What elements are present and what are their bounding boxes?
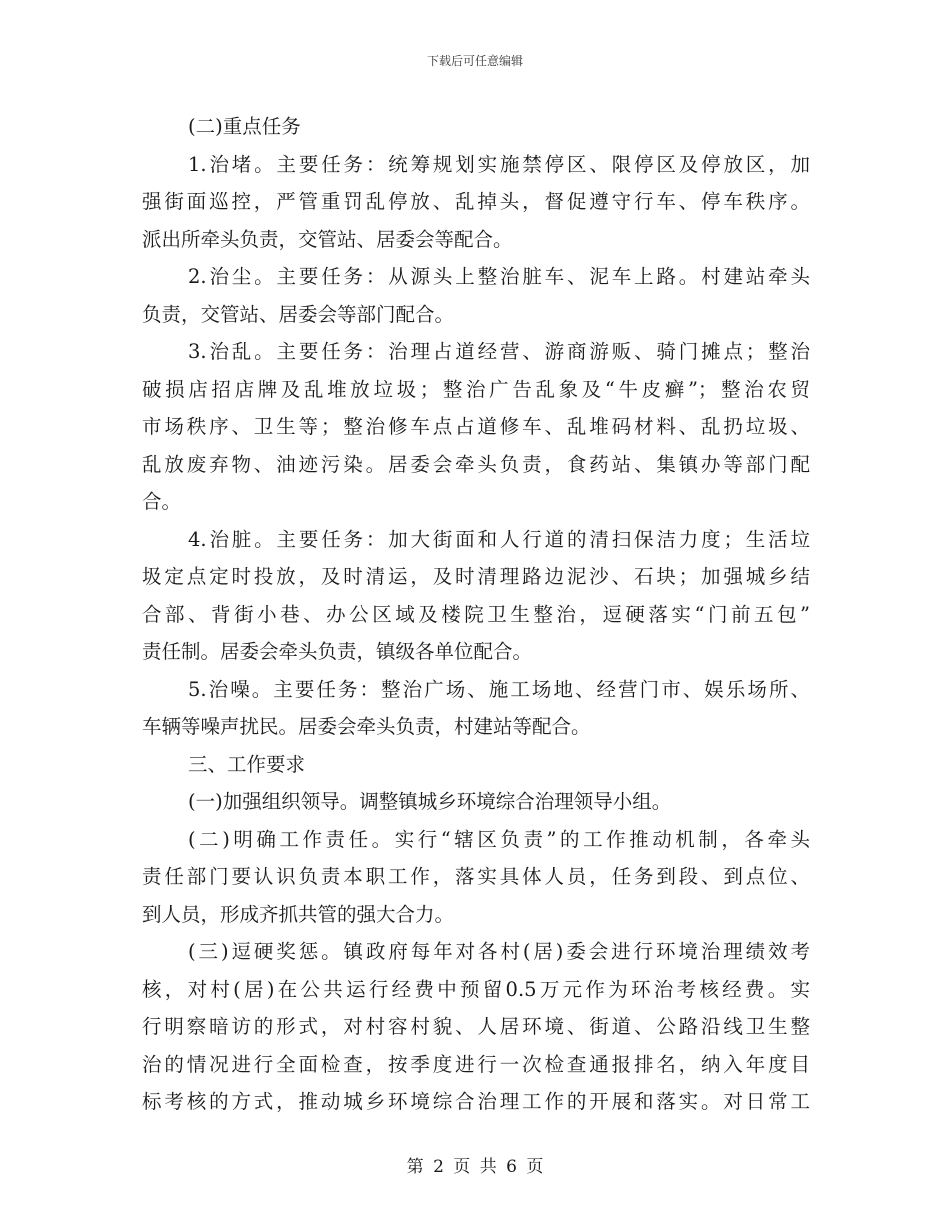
paragraph-line: 4.治脏。主要任务：加大街面和人行道的清扫保洁力度；生活垃	[188, 527, 810, 551]
section-heading-key-tasks: (二)重点任务	[188, 115, 301, 138]
paragraph-line: (三)逗硬奖惩。镇政府每年对各村(居)委会进行环境治理绩效考	[188, 940, 810, 963]
paragraph-line: 核，对村(居)在公共运行经费中预留0.5万元作为环治考核经费。实	[142, 977, 810, 1001]
page-header-note: 下载后可任意编辑	[426, 54, 523, 68]
page-number-footer: 第 2 页 共 6 页	[406, 1157, 544, 1177]
paragraph-line: 乱放废弃物、油迹污染。居委会牵头负责，食药站、集镇办等部门配	[142, 452, 810, 476]
paragraph-line: 责任制。居委会牵头负责，镇级各单位配合。	[142, 640, 533, 663]
paragraph-line: 破损店招店牌及乱堆放垃圾；整治广告乱象及“牛皮癣”；整治农贸	[142, 377, 810, 401]
section-heading-work-requirements: 三、工作要求	[188, 752, 306, 776]
paragraph-line: 1.治堵。主要任务：统筹规划实施禁停区、限停区及停放区，加	[188, 152, 810, 176]
paragraph-line: 合部、背街小巷、办公区域及楼院卫生整治，逗硬落实“门前五包”	[142, 602, 810, 626]
paragraph-line: 责任部门要认识负责本职工作，落实具体人员，任务到段、到点位、	[142, 865, 810, 888]
paragraph-line: 负责，交管站、居委会等部门配合。	[142, 302, 455, 326]
document-body	[142, 108, 810, 1121]
paragraph-line: 2.治尘。主要任务：从源头上整治脏车、泥车上路。村建站牵头	[188, 265, 810, 288]
paragraph-line: 到人员，形成齐抓共管的强大合力。	[142, 902, 455, 926]
paragraph-line: 市场秩序、卫生等；整治修车点占道修车、乱堆码材料、乱扔垃圾、	[142, 415, 810, 438]
paragraph-line: 车辆等噪声扰民。居委会牵头负责，村建站等配合。	[142, 715, 591, 738]
paragraph-line: 3.治乱。主要任务：治理占道经营、游商游贩、骑门摊点；整治	[188, 340, 810, 363]
paragraph-line: 治的情况进行全面检查，按季度进行一次检查通报排名，纳入年度目	[142, 1052, 810, 1076]
paragraph-line: 圾定点定时投放，及时清运，及时清理路边泥沙、石块；加强城乡结	[142, 565, 810, 588]
paragraph-line: (一)加强组织领导。调整镇城乡环境综合治理领导小组。	[188, 790, 672, 813]
paragraph-line: 5.治噪。主要任务：整治广场、施工场地、经营门市、娱乐场所、	[188, 677, 810, 701]
paragraph-line: 强街面巡控，严管重罚乱停放、乱掉头，督促遵守行车、停车秩序。	[142, 190, 810, 213]
paragraph-line: 合。	[142, 490, 182, 513]
paragraph-line: 标考核的方式，推动城乡环境综合治理工作的开展和落实。对日常工	[142, 1090, 810, 1113]
paragraph-line: 派出所牵头负责，交管站、居委会等配合。	[142, 227, 513, 251]
paragraph-line: (二)明确工作责任。实行“辖区负责”的工作推动机制，各牵头	[188, 827, 810, 851]
paragraph-line: 行明察暗访的形式，对村容村貌、人居环境、街道、公路沿线卫生整	[142, 1015, 810, 1038]
